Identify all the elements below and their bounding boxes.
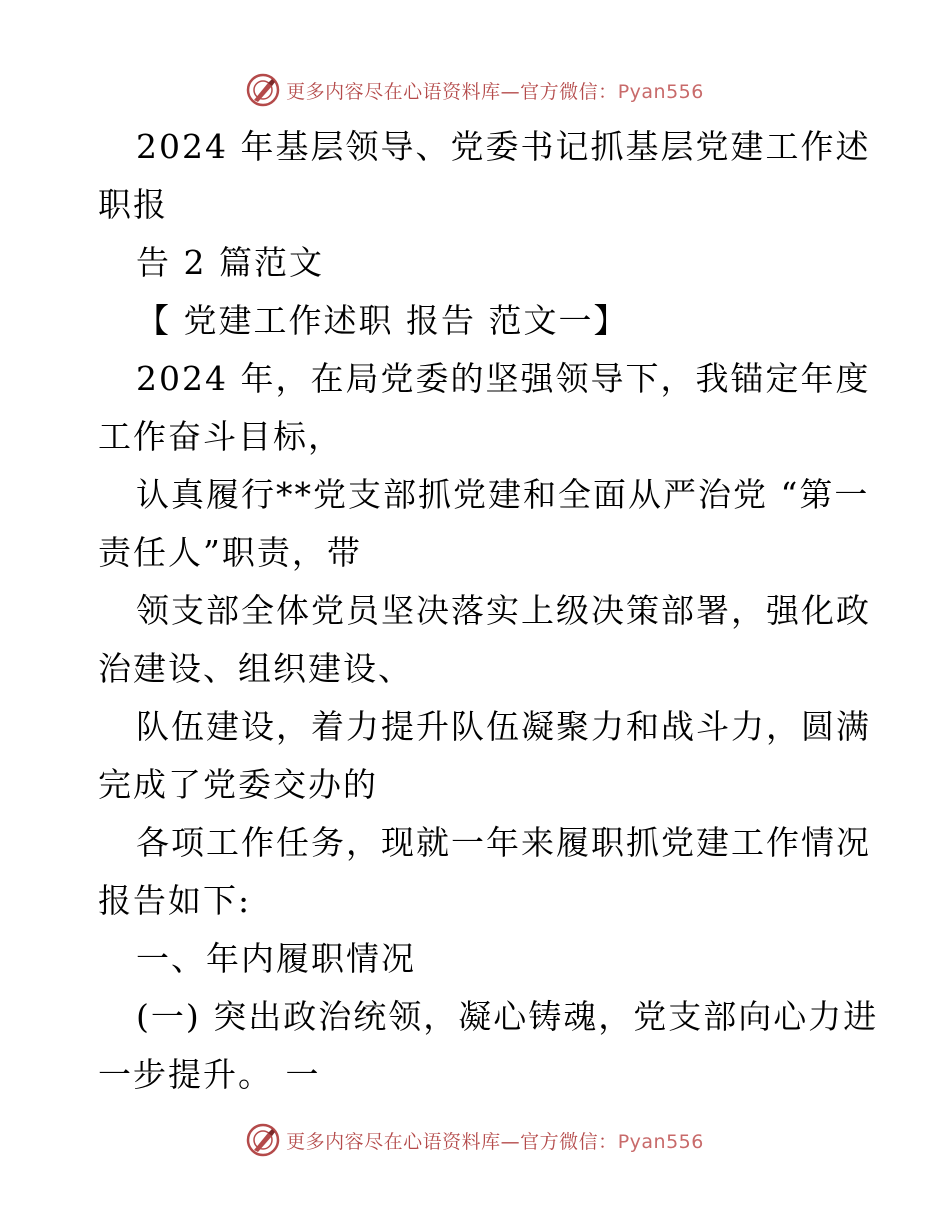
body-line: 队伍建设，着力提升队伍凝聚力和战斗力，圆满 [136, 707, 871, 746]
body-line: 治建设、组织建设、 [98, 649, 413, 688]
body-line: 职报 [98, 185, 168, 224]
body-line: 报告如下: [98, 881, 252, 920]
banner-suffix: 官方微信： [520, 1130, 618, 1153]
banner-text: 更多内容尽在心语资料库 [286, 1130, 501, 1153]
document-body [98, 118, 879, 1104]
pen-logo-icon [246, 73, 280, 107]
banner-suffix: 官方微信： [520, 80, 618, 103]
banner-text: 更多内容尽在心语资料库 [286, 80, 501, 103]
body-line: 2024 年基层领导、党委书记抓基层党建工作述 [136, 127, 871, 166]
body-line: 责任人”职责，带 [98, 533, 362, 572]
body-line: 完成了党委交办的 [98, 765, 378, 804]
banner-wechat-id: Pyan556 [617, 80, 704, 103]
body-line: 各项工作任务，现就一年来履职抓党建工作情况 [136, 823, 871, 862]
body-line: 一步提升。 一 [98, 1055, 321, 1094]
pen-logo-icon [246, 1123, 280, 1157]
section-title: 【 党建工作述职 报告 范文一】 [136, 301, 629, 340]
banner-wechat-id: Pyan556 [617, 1130, 704, 1153]
header-banner [0, 70, 950, 110]
section-heading: 一、年内履职情况 [136, 939, 416, 978]
body-line: 告 2 篇范文 [136, 243, 324, 282]
body-line: 认真履行**党支部抓党建和全面从严治党 “第一 [136, 475, 870, 514]
body-line: (一) 突出政治统领，凝心铸魂，党支部向心力进 [136, 997, 879, 1036]
body-line: 领支部全体党员坚决落实上级决策部署，强化政 [136, 591, 871, 630]
banner-separator: — [500, 80, 521, 103]
body-line: 工作奋斗目标， [98, 417, 343, 456]
footer-banner [0, 1120, 950, 1160]
banner-separator: — [500, 1130, 521, 1153]
body-line: 2024 年，在局党委的坚强领导下，我锚定年度 [136, 359, 871, 398]
